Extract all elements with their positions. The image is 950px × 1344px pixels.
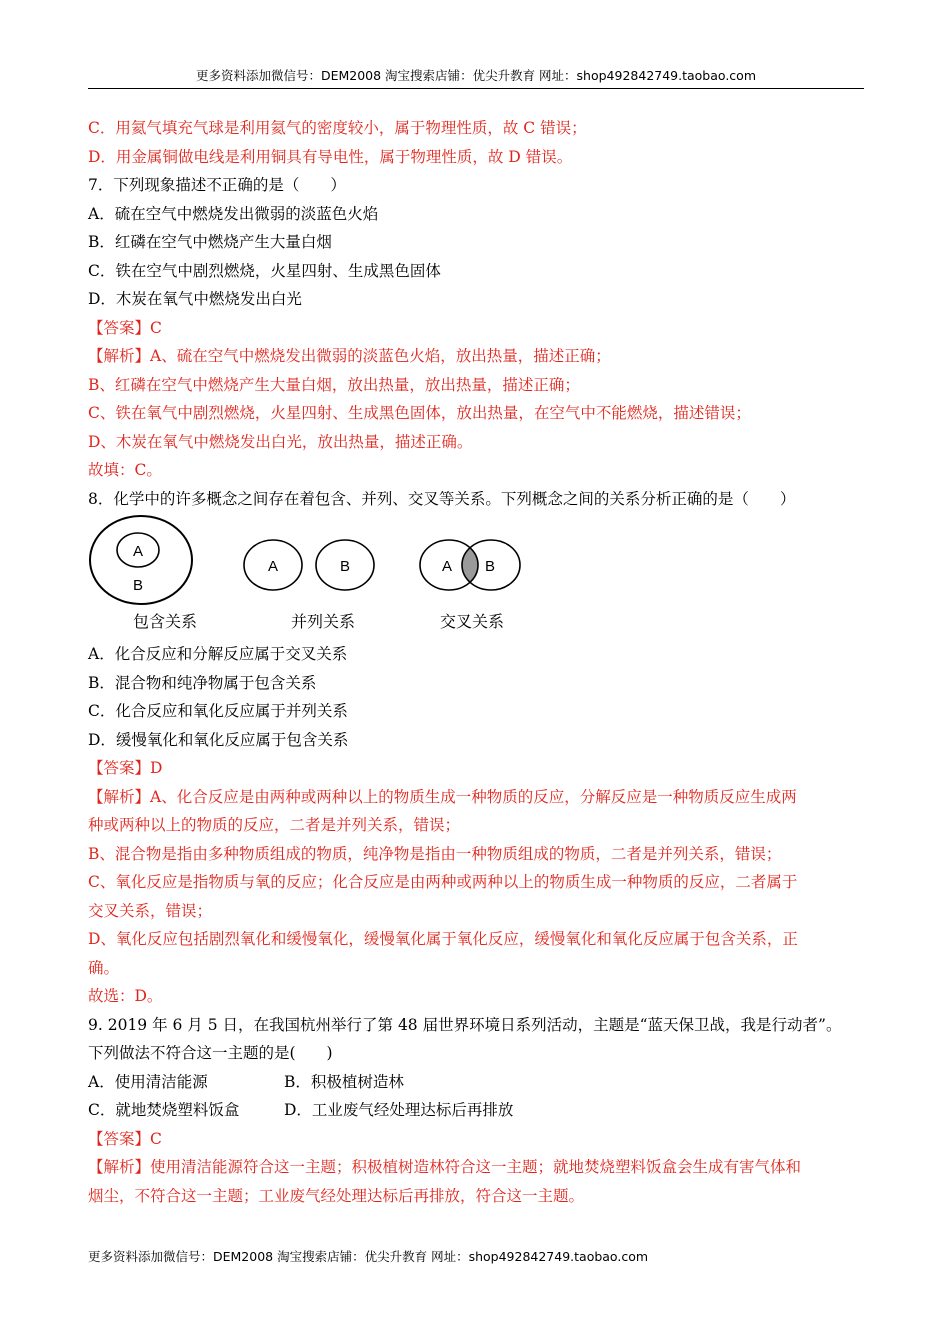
- q7-analysis-line: C、铁在氧气中剧烈燃烧，火星四射、生成黑色固体，放出热量，在空气中不能燃烧，描述错误；: [88, 404, 751, 422]
- label-b: B: [339, 558, 351, 575]
- q8-option-a: A．化合反应和分解反应属于交叉关系: [88, 645, 348, 663]
- q7-option-d: D．木炭在氧气中燃烧发出白光: [88, 290, 302, 308]
- q8-analysis-line: B、混合物是指由多种物质组成的物质，纯净物是指由一种物质组成的物质，二者是并列关系，错误；: [88, 844, 782, 863]
- q9-options-row-2: [88, 1096, 870, 1125]
- q7-analysis-line: B、红磷在空气中燃烧产生大量白烟，放出热量，放出热量，描述正确；: [88, 375, 580, 394]
- q9-analysis-line: 烟尘，不符合这一主题；工业废气经处理达标后再排放，符合这一主题。: [88, 1186, 585, 1205]
- q7-option-b: B．红磷在空气中燃烧产生大量白烟: [88, 233, 332, 251]
- page-footer: 更多资料添加微信号：DEM2008 淘宝搜索店铺：优尖升教育 网址：shop492842749.taobao.com: [88, 1249, 649, 1264]
- caption-containment: 包含关系: [132, 612, 198, 631]
- q6-analysis-d: D．用金属铜做电线是利用铜具有导电性，属于物理性质，故 D 错误。: [88, 147, 573, 166]
- venn-diagrams: [88, 513, 548, 640]
- q7-option-c: C．铁在空气中剧烈燃烧，火星四射、生成黑色固体: [88, 261, 441, 280]
- q7-analysis-line: D、木炭在氧气中燃烧发出白光，放出热量，描述正确。: [88, 432, 473, 451]
- label-a: A: [267, 558, 279, 575]
- q8-analysis-line: 交叉关系，错误；: [88, 901, 213, 920]
- q8-option-b: B．混合物和纯净物属于包含关系: [88, 673, 317, 692]
- label-a: A: [132, 543, 144, 560]
- q9-option-d: D．工业废气经处理达标后再排放: [284, 1101, 514, 1119]
- label-b: B: [484, 558, 496, 575]
- q8-option-d: D．缓慢氧化和氧化反应属于包含关系: [88, 730, 349, 749]
- q8-option-c: C．化合反应和氧化反应属于并列关系: [88, 702, 348, 720]
- caption-parallel: 并列关系: [290, 612, 356, 631]
- document-body: [88, 114, 870, 1210]
- q8-answer: 【答案】D: [88, 759, 163, 777]
- q9-option-b: B．积极植树造林: [284, 1072, 404, 1091]
- q8-stem: 8．化学中的许多概念之间存在着包含、并列、交叉等关系。下列概念之间的关系分析正确的是（ ）: [88, 489, 796, 508]
- caption-intersection: 交叉关系: [439, 612, 505, 631]
- q7-stem: 7．下列现象描述不正确的是（ ）: [88, 176, 346, 194]
- q9-option-a: A．使用清洁能源: [88, 1072, 208, 1091]
- q9-option-c: C．就地焚烧塑料饭盒: [88, 1101, 240, 1119]
- label-b: B: [132, 577, 144, 594]
- q7-conclusion: 故填：C。: [88, 461, 162, 479]
- q8-analysis-line: 种或两种以上的物质的反应，二者是并列关系，错误；: [88, 816, 461, 834]
- q9-stem-cont: 下列做法不符合这一主题的是( ): [88, 1044, 333, 1062]
- q8-analysis-line: C、氧化反应是指物质与氧的反应；化合反应是由两种或两种以上的物质生成一种物质的反应，二者属于: [88, 873, 798, 891]
- relationship-diagram: [88, 513, 870, 640]
- q6-analysis-c: C．用氦气填充气球是利用氦气的密度较小，属于物理性质，故 C 错误；: [88, 119, 587, 137]
- q8-conclusion: 故选：D。: [88, 987, 163, 1005]
- label-a: A: [441, 558, 453, 575]
- q8-analysis-line: D、氧化反应包括剧烈氧化和缓慢氧化，缓慢氧化属于氧化反应，缓慢氧化和氧化反应属于包含关系，正: [88, 930, 798, 948]
- q7-analysis-line: 【解析】A、硫在空气中燃烧发出微弱的淡蓝色火焰，放出热量，描述正确；: [88, 347, 611, 365]
- q7-option-a: A．硫在空气中燃烧发出微弱的淡蓝色火焰: [88, 204, 379, 223]
- q8-analysis-line: 确。: [88, 958, 120, 977]
- q8-analysis-line: 【解析】A、化合反应是由两种或两种以上的物质生成一种物质的反应，分解反应是一种物质反应生成两: [88, 787, 797, 806]
- q7-answer: 【答案】C: [88, 318, 162, 337]
- q9-stem: 9. 2019 年 6 月 5 日，在我国杭州举行了第 48 届世界环境日系列活动，主题是“蓝天保卫战，我是行动者”。: [88, 1015, 842, 1034]
- q9-answer: 【答案】C: [88, 1129, 162, 1148]
- q9-analysis-line: 【解析】使用清洁能源符合这一主题；积极植树造林符合这一主题；就地焚烧塑料饭盒会生成有害气体和: [88, 1158, 802, 1176]
- q9-options-row-1: [88, 1068, 870, 1097]
- page-header: 更多资料添加微信号：DEM2008 淘宝搜索店铺：优尖升教育 网址：shop492842749.taobao.com: [88, 66, 864, 89]
